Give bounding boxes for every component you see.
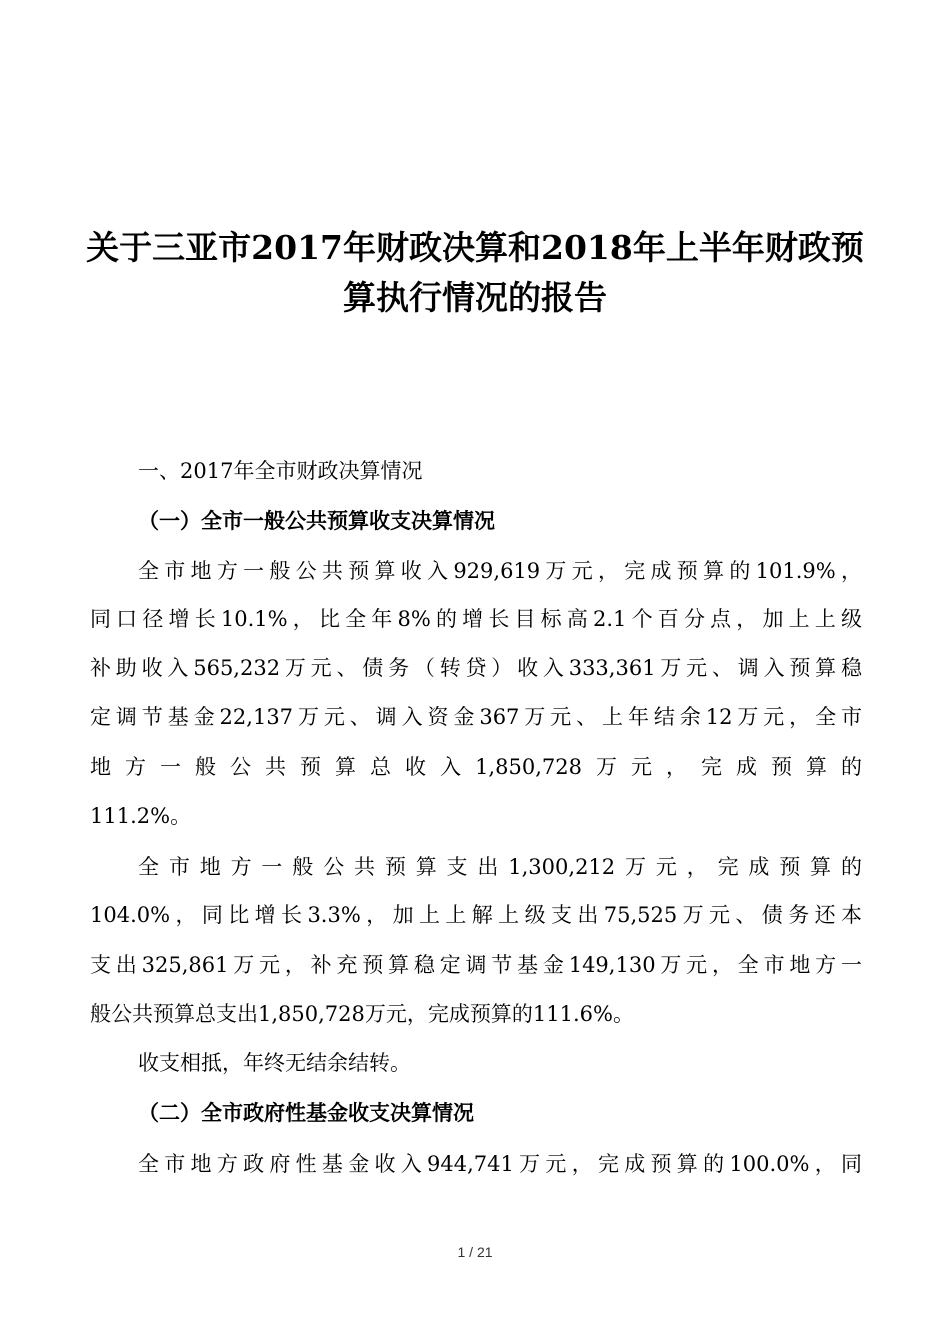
paragraph-1-line-3: 补助收入565,232万元、债务（转贷）收入333,361万元、调入预算稳 <box>90 656 862 680</box>
paragraph-1-line-2: 同口径增长10.1%，比全年8%的增长目标高2.1个百分点，加上上级 <box>90 607 862 631</box>
subsection-heading-2: （二）全市政府性基金收支决算情况 <box>138 1100 474 1125</box>
paragraph-2-line-4: 般公共预算总支出1,850,728万元，完成预算的111.6%。 <box>90 1002 634 1026</box>
page-number: 1 / 21 <box>457 1244 493 1260</box>
paragraph-3: 收支相抵，年终无结余结转。 <box>138 1051 411 1075</box>
paragraph-1-line-5: 地方一般公共预算总收入1,850,728万元，完成预算的 <box>90 755 862 779</box>
paragraph-1-line-6: 111.2%。 <box>90 804 192 828</box>
paragraph-2-line-3: 支出325,861万元，补充预算稳定调节基金149,130万元，全市地方一 <box>90 953 862 977</box>
paragraph-1-line-1: 全市地方一般公共预算收入929,619万元，完成预算的101.9%， <box>138 559 862 583</box>
section-heading: 一、2017年全市财政决算情况 <box>138 459 423 483</box>
subsection-heading-1: （一）全市一般公共预算收支决算情况 <box>138 508 495 533</box>
paragraph-1-line-4: 定调节基金22,137万元、调入资金367万元、上年结余12万元，全市 <box>90 705 862 729</box>
paragraph-2-line-2: 104.0%，同比增长3.3%，加上上解上级支出75,525万元、债务还本 <box>90 903 862 927</box>
report-title-line-2: 算执行情况的报告 <box>343 278 607 317</box>
paragraph-4-line-1: 全市地方政府性基金收入944,741万元，完成预算的100.0%，同 <box>138 1152 862 1176</box>
report-title-line-1: 关于三亚市2017年财政决算和2018年上半年财政预 <box>86 228 864 267</box>
paragraph-2-line-1: 全市地方一般公共预算支出1,300,212万元，完成预算的 <box>138 855 862 879</box>
